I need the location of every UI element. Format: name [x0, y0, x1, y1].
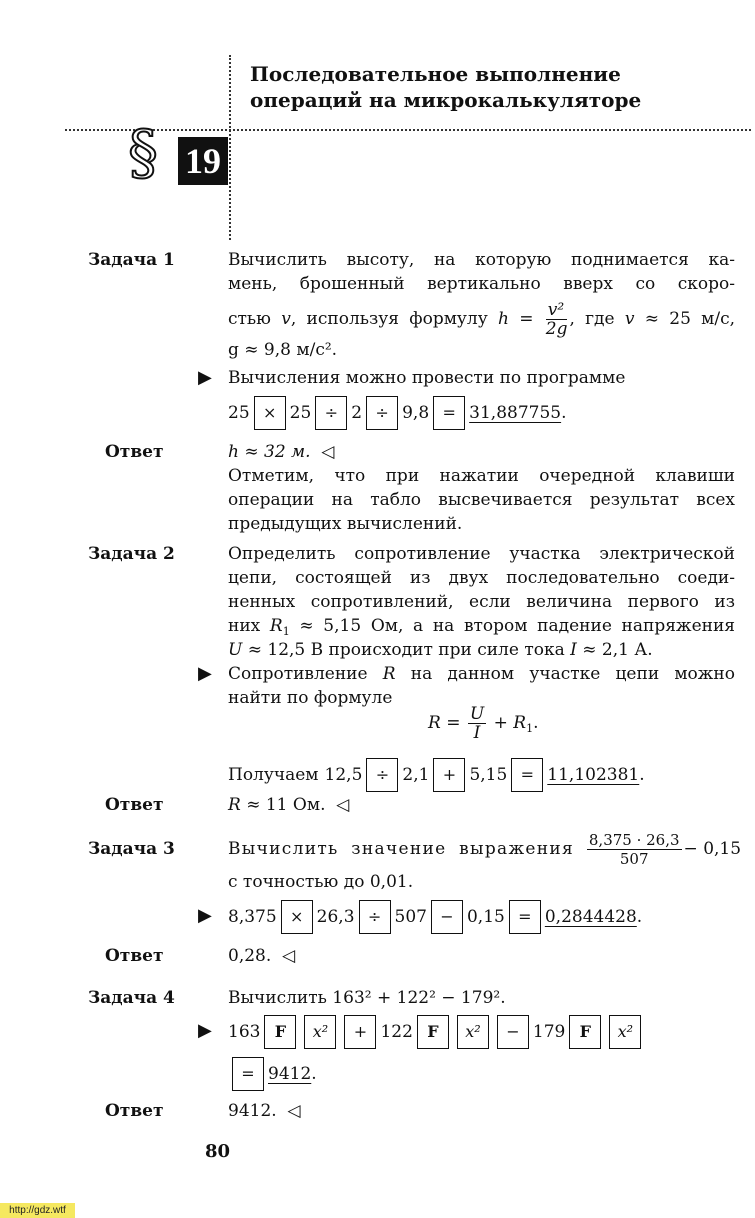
- watermark-link[interactable]: http://gdz.wtf: [0, 1203, 75, 1218]
- calculator-key: F: [417, 1015, 449, 1049]
- calculator-key: F: [264, 1015, 296, 1049]
- program-number: 25: [228, 402, 250, 423]
- solution-marker-icon: ▶: [198, 663, 212, 684]
- formula-fraction: $\frac{\text{v²}}{2g}$: [545, 300, 568, 339]
- task-2-text: цепи, состоящей из двух последовательно соеди-: [228, 568, 735, 588]
- task-1-answer: h ≈ 32 м. ◁: [228, 442, 335, 462]
- program-number: 5,15: [469, 764, 508, 785]
- program-number: 122: [380, 1021, 413, 1042]
- program-prefix: Получаем: [228, 764, 319, 785]
- task-1-note: операции на табло высвечивается результат всех: [228, 490, 735, 510]
- calculator-key: ÷: [315, 396, 347, 430]
- calculator-key: ÷: [359, 900, 391, 934]
- calculator-key: −: [431, 900, 463, 934]
- task-1-text: стью v, используя формулу h = $\frac{\text{v²}}{2g}$ , где v ≈ 25 м/с,: [228, 300, 736, 339]
- calculator-key: ×: [281, 900, 313, 934]
- task-2-formula: R = $\frac{U}{I}$ + $R_1$.: [428, 704, 539, 743]
- task-1-program: [228, 393, 567, 431]
- program-number: 12,5: [324, 764, 363, 785]
- chapter-title-line-1: Последовательное выполнение: [250, 62, 621, 86]
- task-4-program-continued: [228, 1054, 317, 1092]
- task-1-text: Вычислить высоту, на которую поднимается ка-: [228, 250, 735, 270]
- section-number: 19: [178, 137, 228, 185]
- task-1-text: g ≈ 9,8 м/с².: [228, 340, 338, 360]
- vertical-dotted-rule: [229, 55, 231, 240]
- task-1-label: Задача 1: [88, 250, 175, 270]
- program-number: 26,3: [316, 906, 355, 927]
- program-number: 9,8: [402, 402, 430, 423]
- calculator-key: ÷: [366, 396, 398, 430]
- answer-label: Ответ: [105, 442, 164, 462]
- task-3-answer: 0,28. ◁: [228, 946, 296, 966]
- task-2-program: [228, 755, 645, 793]
- answer-label: Ответ: [105, 946, 164, 966]
- program-number: 25: [289, 402, 312, 423]
- calculator-key: +: [344, 1015, 376, 1049]
- task-4-text: Вычислить 163² + 122² − 179².: [228, 988, 506, 1008]
- section-sign-icon: §: [128, 118, 158, 188]
- calculator-key: ×: [254, 396, 286, 430]
- chapter-title-line-2: операций на микрокалькуляторе: [250, 88, 642, 112]
- task-2-solution: Сопротивление R на данном участке цепи можно: [228, 664, 735, 684]
- task-1-note: Отметим, что при нажатии очередной клавиши: [228, 466, 735, 486]
- display-result: 0,2844428: [544, 906, 637, 927]
- solution-marker-icon: ▶: [198, 905, 212, 926]
- task-3-label: Задача 3: [88, 839, 175, 859]
- program-number: 179: [532, 1021, 566, 1042]
- task-3-program: [228, 897, 642, 935]
- display-result: 31,887755: [469, 402, 562, 423]
- task-3-text: с точностью до 0,01.: [228, 872, 414, 892]
- task-2-text: ненных сопротивлений, если величина первого из: [228, 592, 735, 612]
- program-number: 2: [351, 402, 363, 423]
- calculator-key: +: [433, 758, 465, 792]
- answer-label: Ответ: [105, 1101, 164, 1121]
- program-number: 0,15: [466, 906, 505, 927]
- task-2-label: Задача 2: [88, 544, 175, 564]
- task-1-text: мень, брошенный вертикально вверх со скоро-: [228, 274, 735, 294]
- task-4-program: [228, 1012, 645, 1050]
- program-number: 507: [394, 906, 427, 927]
- calculator-key: ÷: [366, 758, 398, 792]
- task-2-text: Определить сопротивление участка электрической: [228, 544, 735, 564]
- solution-marker-icon: ▶: [198, 1020, 212, 1041]
- task-2-text: них $R_1 \approx 5,15$ Ом, а на втором падение напряжения: [228, 616, 736, 638]
- solution-marker-icon: ▶: [198, 367, 212, 388]
- page-number: 80: [205, 1141, 231, 1162]
- task-2-text: U ≈ 12,5 В происходит при силе тока I ≈ 2,1 А.: [228, 640, 653, 660]
- task-1-note: предыдущих вычислений.: [228, 514, 463, 534]
- horizontal-dotted-rule: [65, 129, 751, 131]
- program-number: .: [639, 764, 645, 785]
- calculator-key: F: [569, 1015, 601, 1049]
- end-marker-icon: ◁: [282, 946, 296, 966]
- end-marker-icon: ◁: [287, 1101, 301, 1121]
- calculator-key: =: [511, 758, 543, 792]
- task-3-text: Вычислить значение выражения $\frac{8,375 \cdot 26,3}{507}$ − 0,15: [228, 831, 742, 868]
- calculator-key: =: [433, 396, 465, 430]
- calculator-key: x²: [609, 1015, 641, 1049]
- program-number: .: [311, 1063, 317, 1084]
- calculator-key: −: [497, 1015, 529, 1049]
- task-4-label: Задача 4: [88, 988, 175, 1008]
- program-number: .: [561, 402, 567, 423]
- display-result: 9412: [268, 1063, 312, 1084]
- task-4-answer: 9412. ◁: [228, 1101, 301, 1121]
- calculator-key: =: [509, 900, 541, 934]
- program-number: 163: [228, 1021, 261, 1042]
- answer-label: Ответ: [105, 795, 164, 815]
- program-number: .: [636, 906, 643, 927]
- task-2-solution: найти по формуле: [228, 688, 393, 708]
- display-result: 11,102381: [547, 764, 640, 785]
- program-number: 2,1: [402, 764, 430, 785]
- end-marker-icon: ◁: [321, 442, 335, 462]
- task-2-answer: R ≈ 11 Ом. ◁: [228, 795, 350, 815]
- program-number: 8,375: [228, 906, 277, 927]
- calculator-key: x²: [304, 1015, 336, 1049]
- calculator-key: =: [232, 1057, 264, 1091]
- calculator-key: x²: [457, 1015, 489, 1049]
- task-1-solution: Вычисления можно провести по программе: [228, 368, 626, 388]
- end-marker-icon: ◁: [336, 795, 350, 815]
